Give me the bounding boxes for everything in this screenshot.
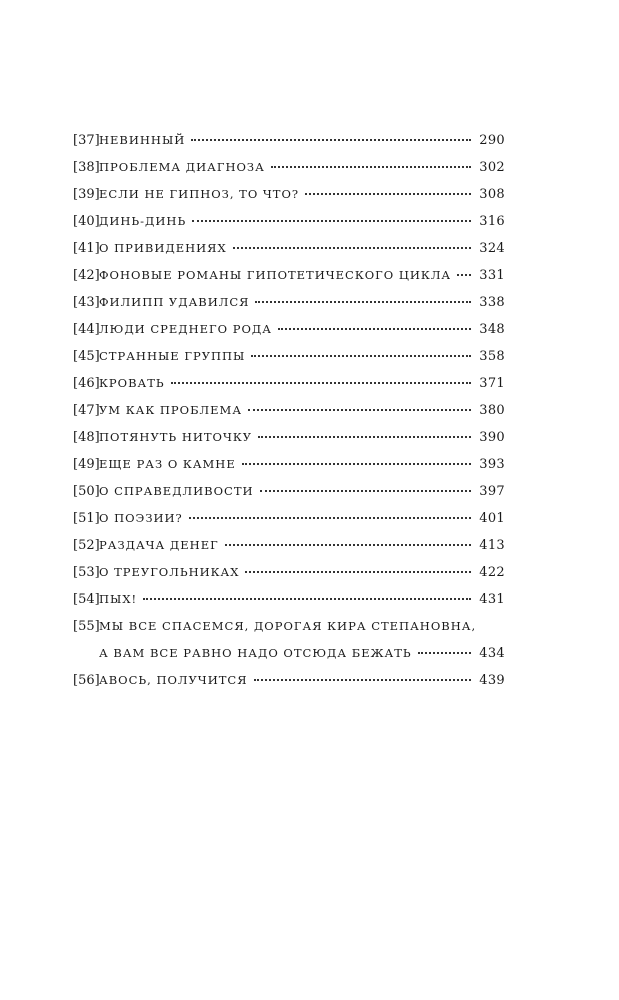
page-number: 290 xyxy=(479,133,505,148)
page-number: 371 xyxy=(479,376,505,391)
table-of-contents xyxy=(73,133,505,700)
chapter-title: О ТРЕУГОЛЬНИКАХ xyxy=(99,565,240,579)
chapter-title: ПОТЯНУТЬ НИТОЧКУ xyxy=(99,430,253,444)
chapter-number: [44] xyxy=(73,322,100,337)
chapter-number: [48] xyxy=(73,430,100,445)
chapter-number: [39] xyxy=(73,187,100,202)
dot-leader xyxy=(192,219,471,222)
chapter-number: [56] xyxy=(73,673,100,688)
toc-entry-54[interactable] xyxy=(73,592,505,619)
chapter-number: [50] xyxy=(73,484,100,499)
toc-entry-41[interactable] xyxy=(73,241,505,268)
chapter-number: [53] xyxy=(73,565,100,580)
toc-entry-50[interactable] xyxy=(73,484,505,511)
page-number: 348 xyxy=(479,322,505,337)
toc-entry-52[interactable] xyxy=(73,538,505,565)
chapter-title: ПРОБЛЕМА ДИАГНОЗА xyxy=(99,160,265,174)
toc-entry-53[interactable] xyxy=(73,565,505,592)
chapter-number: [47] xyxy=(73,403,100,418)
chapter-number: [37] xyxy=(73,133,100,148)
toc-entry-45[interactable] xyxy=(73,349,505,376)
chapter-title: СТРАННЫЕ ГРУППЫ xyxy=(99,349,246,363)
page-number: 358 xyxy=(479,349,505,364)
dot-leader xyxy=(225,543,471,546)
toc-entry-49[interactable] xyxy=(73,457,505,484)
chapter-number: [55] xyxy=(73,619,100,634)
chapter-title: МЫ ВСЕ СПАСЕМСЯ, ДОРОГАЯ КИРА СТЕПАНОВНА, xyxy=(99,619,477,633)
chapter-number: [52] xyxy=(73,538,100,553)
chapter-number: [49] xyxy=(73,457,100,472)
page-number: 401 xyxy=(479,511,505,526)
dot-leader xyxy=(171,381,471,384)
chapter-title: О ПРИВИДЕНИЯХ xyxy=(99,241,227,255)
dot-leader xyxy=(189,516,471,519)
chapter-title: ДИНЬ-ДИНЬ xyxy=(99,214,187,228)
chapter-title: ЕСЛИ НЕ ГИПНОЗ, ТО ЧТО? xyxy=(99,187,300,201)
chapter-title: АВОСЬ, ПОЛУЧИТСЯ xyxy=(99,673,248,687)
toc-entry-43[interactable] xyxy=(73,295,505,322)
chapter-number: [40] xyxy=(73,214,100,229)
toc-entry-51[interactable] xyxy=(73,511,505,538)
dot-leader xyxy=(278,327,471,330)
page-number: 316 xyxy=(479,214,505,229)
chapter-number: [42] xyxy=(73,268,100,283)
dot-leader xyxy=(143,597,471,600)
dot-leader xyxy=(260,489,471,492)
chapter-number: [45] xyxy=(73,349,100,364)
page-number: 422 xyxy=(479,565,505,580)
chapter-number: [41] xyxy=(73,241,100,256)
chapter-title: КРОВАТЬ xyxy=(99,376,165,390)
toc-entry-42[interactable] xyxy=(73,268,505,295)
chapter-title: ФИЛИПП УДАВИЛСЯ xyxy=(99,295,250,309)
chapter-number: [43] xyxy=(73,295,100,310)
chapter-title: ПЫХ! xyxy=(99,592,138,606)
page-number: 390 xyxy=(479,430,505,445)
page-number: 302 xyxy=(479,160,505,175)
dot-leader xyxy=(271,165,471,168)
dot-leader xyxy=(233,246,471,249)
chapter-title: ФОНОВЫЕ РОМАНЫ ГИПОТЕТИЧЕСКОГО ЦИКЛА xyxy=(99,268,452,282)
toc-entry-47[interactable] xyxy=(73,403,505,430)
chapter-number: [51] xyxy=(73,511,100,526)
dot-leader xyxy=(191,138,471,141)
toc-entry-39[interactable] xyxy=(73,187,505,214)
chapter-title-continued: А ВАМ ВСЕ РАВНО НАДО ОТСЮДА БЕЖАТЬ xyxy=(99,646,412,660)
dot-leader xyxy=(254,678,472,681)
chapter-title: УМ КАК ПРОБЛЕМА xyxy=(99,403,243,417)
chapter-number: [46] xyxy=(73,376,100,391)
page-number: 439 xyxy=(479,673,505,688)
dot-leader xyxy=(457,273,471,276)
chapter-title: О ПОЭЗИИ? xyxy=(99,511,183,525)
chapter-title: О СПРАВЕДЛИВОСТИ xyxy=(99,484,254,498)
page-number: 331 xyxy=(479,268,505,283)
toc-entry-37[interactable] xyxy=(73,133,505,160)
page-number: 380 xyxy=(479,403,505,418)
chapter-number: [54] xyxy=(73,592,100,607)
toc-entry-40[interactable] xyxy=(73,214,505,241)
page-number: 434 xyxy=(479,646,505,661)
chapter-title: РАЗДАЧА ДЕНЕГ xyxy=(99,538,219,552)
page-number: 431 xyxy=(479,592,505,607)
dot-leader xyxy=(255,300,471,303)
toc-entry-55[interactable] xyxy=(73,619,505,673)
toc-entry-44[interactable] xyxy=(73,322,505,349)
page-number: 397 xyxy=(479,484,505,499)
chapter-title: НЕВИННЫЙ xyxy=(99,133,186,147)
chapter-title: ЛЮДИ СРЕДНЕГО РОДА xyxy=(99,322,272,336)
dot-leader xyxy=(418,651,471,654)
page-number: 324 xyxy=(479,241,505,256)
dot-leader xyxy=(245,570,471,573)
page-number: 413 xyxy=(479,538,505,553)
page-number: 308 xyxy=(479,187,505,202)
dot-leader xyxy=(251,354,471,357)
chapter-title-line-2 xyxy=(73,646,505,673)
toc-entry-46[interactable] xyxy=(73,376,505,403)
page-number: 338 xyxy=(479,295,505,310)
dot-leader xyxy=(258,435,471,438)
toc-entry-48[interactable] xyxy=(73,430,505,457)
toc-entry-56[interactable] xyxy=(73,673,505,700)
chapter-number: [38] xyxy=(73,160,100,175)
chapter-title-line-1 xyxy=(73,619,505,646)
toc-entry-38[interactable] xyxy=(73,160,505,187)
dot-leader xyxy=(242,462,471,465)
chapter-title: ЕЩЕ РАЗ О КАМНЕ xyxy=(99,457,236,471)
page-number: 393 xyxy=(479,457,505,472)
dot-leader xyxy=(305,192,471,195)
dot-leader xyxy=(248,408,471,411)
